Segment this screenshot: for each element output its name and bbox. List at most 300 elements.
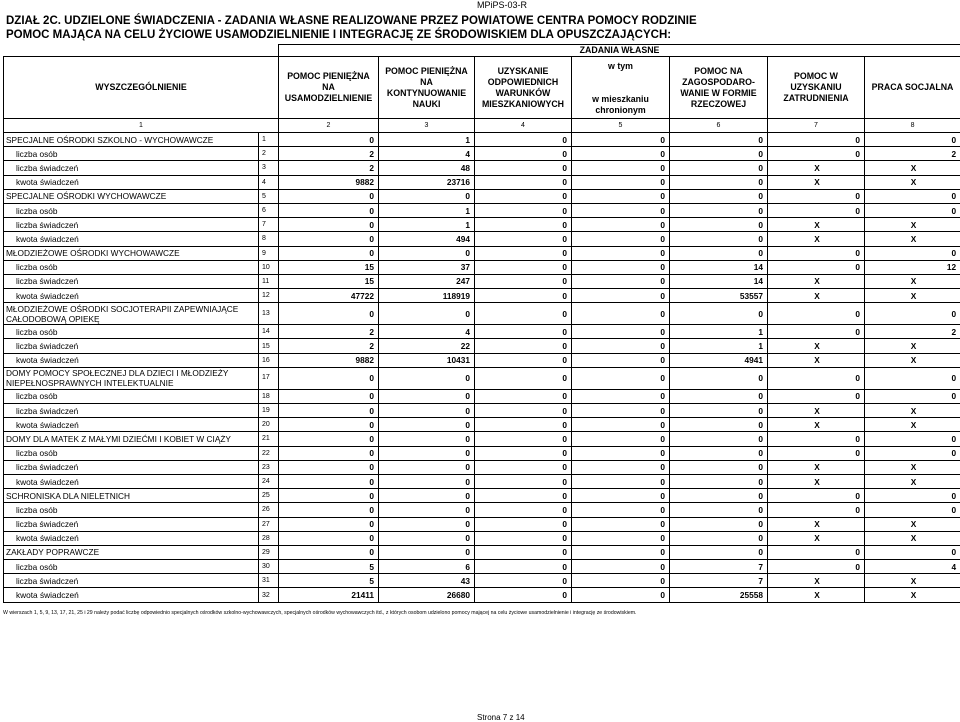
table-row bbox=[4, 175, 960, 189]
value-cell: 0 bbox=[865, 503, 960, 517]
value-cell: 0 bbox=[572, 460, 670, 474]
value-cell: X bbox=[768, 218, 865, 232]
row-number: 1 bbox=[259, 133, 279, 147]
value-cell: X bbox=[768, 289, 865, 303]
value-cell: 0 bbox=[572, 189, 670, 203]
value-cell: 0 bbox=[865, 203, 960, 217]
value-cell: 0 bbox=[379, 303, 475, 325]
table-row bbox=[4, 474, 960, 488]
table-row bbox=[4, 404, 960, 418]
facility-label: DOMY POMOCY SPOŁECZNEJ DLA DZIECI I MŁODZIEŻY NIEPEŁNOSPRAWNYCH INTELEKTUALNIE bbox=[4, 367, 259, 389]
value-cell: 0 bbox=[279, 432, 379, 446]
table-row bbox=[4, 161, 960, 175]
column-number: 7 bbox=[768, 119, 865, 133]
value-cell: 0 bbox=[670, 474, 768, 488]
row-label: liczba świadczeń bbox=[4, 274, 259, 288]
value-cell: 0 bbox=[572, 133, 670, 147]
row-label: liczba świadczeń bbox=[4, 574, 259, 588]
value-cell: 0 bbox=[865, 303, 960, 325]
value-cell: 0 bbox=[475, 367, 572, 389]
facility-label: ZAKŁADY POPRAWCZE bbox=[4, 545, 259, 559]
value-cell: 7 bbox=[670, 574, 768, 588]
value-cell: 0 bbox=[475, 517, 572, 531]
value-cell: 4 bbox=[865, 560, 960, 574]
value-cell: 37 bbox=[379, 260, 475, 274]
row-label: kwota świadczeń bbox=[4, 418, 259, 432]
value-cell: X bbox=[865, 289, 960, 303]
section-subtitle: POMOC MAJĄCA NA CELU ŻYCIOWE USAMODZIELNIENIE I INTEGRACJĘ ZE ŚRODOWISKIEM DLA OPUSZCZAJĄCYCH: bbox=[6, 29, 672, 41]
value-cell: X bbox=[865, 274, 960, 288]
value-cell: 0 bbox=[572, 389, 670, 403]
table-row bbox=[4, 531, 960, 545]
table-row bbox=[4, 325, 960, 339]
table-row bbox=[4, 147, 960, 161]
table-row bbox=[4, 339, 960, 353]
value-cell: 0 bbox=[279, 517, 379, 531]
value-cell: 0 bbox=[572, 232, 670, 246]
value-cell: 0 bbox=[670, 517, 768, 531]
facility-label: MŁODZIEŻOWE OŚRODKI SOCJOTERAPII ZAPEWNIAJĄCE CAŁODOBOWĄ OPIEKĘ bbox=[4, 303, 259, 325]
value-cell: 0 bbox=[475, 260, 572, 274]
column-number: 3 bbox=[379, 119, 475, 133]
row-number: 20 bbox=[259, 418, 279, 432]
value-cell: 0 bbox=[670, 404, 768, 418]
value-cell: 5 bbox=[279, 574, 379, 588]
row-number: 3 bbox=[259, 161, 279, 175]
value-cell: 0 bbox=[379, 460, 475, 474]
col-pomoc-usamodzielnienie: POMOC PIENIĘŻNA NA USAMODZIELNIENIE bbox=[279, 57, 379, 119]
value-cell: X bbox=[768, 574, 865, 588]
facility-label: SPECJALNE OŚRODKI WYCHOWAWCZE bbox=[4, 189, 259, 203]
value-cell: X bbox=[768, 404, 865, 418]
table-row bbox=[4, 460, 960, 474]
value-cell: 1 bbox=[670, 325, 768, 339]
row-label: liczba świadczeń bbox=[4, 404, 259, 418]
value-cell: 15 bbox=[279, 274, 379, 288]
row-number: 10 bbox=[259, 260, 279, 274]
value-cell: 0 bbox=[279, 474, 379, 488]
row-label: liczba osób bbox=[4, 503, 259, 517]
value-cell: X bbox=[865, 460, 960, 474]
value-cell: 0 bbox=[572, 418, 670, 432]
row-label: liczba osób bbox=[4, 325, 259, 339]
value-cell: 0 bbox=[572, 489, 670, 503]
value-cell: 0 bbox=[670, 418, 768, 432]
row-number: 6 bbox=[259, 203, 279, 217]
table-row bbox=[4, 432, 960, 446]
row-label: kwota świadczeń bbox=[4, 175, 259, 189]
value-cell: 0 bbox=[475, 232, 572, 246]
row-number: 15 bbox=[259, 339, 279, 353]
value-cell: 0 bbox=[379, 246, 475, 260]
value-cell: 0 bbox=[475, 588, 572, 602]
value-cell: X bbox=[768, 175, 865, 189]
value-cell: 0 bbox=[475, 339, 572, 353]
value-cell: 0 bbox=[572, 446, 670, 460]
row-number: 11 bbox=[259, 274, 279, 288]
value-cell: 0 bbox=[768, 367, 865, 389]
value-cell: X bbox=[865, 574, 960, 588]
row-number: 14 bbox=[259, 325, 279, 339]
value-cell: 7 bbox=[670, 560, 768, 574]
value-cell: 0 bbox=[768, 325, 865, 339]
value-cell: 48 bbox=[379, 161, 475, 175]
value-cell: 0 bbox=[865, 189, 960, 203]
value-cell: 0 bbox=[768, 560, 865, 574]
value-cell: 0 bbox=[379, 418, 475, 432]
row-label: liczba świadczeń bbox=[4, 339, 259, 353]
value-cell: 0 bbox=[379, 404, 475, 418]
value-cell: 0 bbox=[379, 503, 475, 517]
value-cell: 0 bbox=[768, 189, 865, 203]
row-number: 26 bbox=[259, 503, 279, 517]
value-cell: 0 bbox=[670, 175, 768, 189]
row-number: 31 bbox=[259, 574, 279, 588]
value-cell: 0 bbox=[475, 432, 572, 446]
value-cell: 0 bbox=[279, 545, 379, 559]
value-cell: 0 bbox=[768, 489, 865, 503]
value-cell: 0 bbox=[379, 367, 475, 389]
col-w-tym: w tym bbox=[608, 61, 633, 71]
row-number: 21 bbox=[259, 432, 279, 446]
value-cell: X bbox=[768, 517, 865, 531]
value-cell: 0 bbox=[279, 246, 379, 260]
value-cell: X bbox=[865, 175, 960, 189]
value-cell: 0 bbox=[475, 246, 572, 260]
value-cell: 0 bbox=[768, 389, 865, 403]
value-cell: 1 bbox=[670, 339, 768, 353]
value-cell: X bbox=[865, 218, 960, 232]
value-cell: 0 bbox=[379, 474, 475, 488]
value-cell: 0 bbox=[670, 246, 768, 260]
row-number: 16 bbox=[259, 353, 279, 367]
value-cell: 21411 bbox=[279, 588, 379, 602]
value-cell: 0 bbox=[768, 446, 865, 460]
value-cell: 0 bbox=[279, 460, 379, 474]
value-cell: 0 bbox=[475, 161, 572, 175]
footnote: W wierszach 1, 5, 9, 13, 17, 21, 25 i 29 należy podać liczbę odpowiednio specjalnych ośrodków szkolno-wychowawczych, specjalnych ośrodków wychowawczych itd., z których osobom udzielono pomocy mającej na celu życiowe usamodzielnienie i integrację ze środowiskiem. bbox=[3, 610, 637, 616]
value-cell: 0 bbox=[572, 474, 670, 488]
value-cell: 0 bbox=[768, 203, 865, 217]
value-cell: 0 bbox=[670, 303, 768, 325]
value-cell: 0 bbox=[670, 147, 768, 161]
value-cell: 0 bbox=[279, 367, 379, 389]
column-number: 6 bbox=[670, 119, 768, 133]
table-row bbox=[4, 418, 960, 432]
value-cell: 4 bbox=[379, 325, 475, 339]
table-row bbox=[4, 367, 960, 389]
value-cell: 0 bbox=[475, 218, 572, 232]
value-cell: X bbox=[865, 232, 960, 246]
table-row bbox=[4, 489, 960, 503]
table-row bbox=[4, 588, 960, 602]
value-cell: 0 bbox=[865, 133, 960, 147]
row-number: 30 bbox=[259, 560, 279, 574]
row-label: kwota świadczeń bbox=[4, 289, 259, 303]
value-cell: 5 bbox=[279, 560, 379, 574]
value-cell: 0 bbox=[768, 246, 865, 260]
value-cell: 0 bbox=[379, 517, 475, 531]
value-cell: 0 bbox=[572, 503, 670, 517]
value-cell: 0 bbox=[475, 560, 572, 574]
column-number: 1 bbox=[4, 119, 279, 133]
value-cell: 0 bbox=[475, 147, 572, 161]
value-cell: 0 bbox=[670, 503, 768, 517]
row-label: liczba osób bbox=[4, 260, 259, 274]
value-cell: 12 bbox=[865, 260, 960, 274]
value-cell: 0 bbox=[670, 531, 768, 545]
value-cell: 1 bbox=[379, 218, 475, 232]
value-cell: X bbox=[768, 339, 865, 353]
table-row bbox=[4, 274, 960, 288]
value-cell: 0 bbox=[279, 133, 379, 147]
row-number: 22 bbox=[259, 446, 279, 460]
value-cell: 4941 bbox=[670, 353, 768, 367]
value-cell: 0 bbox=[670, 367, 768, 389]
table-row bbox=[4, 574, 960, 588]
value-cell: 0 bbox=[379, 446, 475, 460]
value-cell: 14 bbox=[670, 260, 768, 274]
col-zagospodarowanie: POMOC NA ZAGOSPODARO-WANIE W FORMIE RZECZOWEJ bbox=[670, 57, 768, 119]
value-cell: 0 bbox=[475, 189, 572, 203]
value-cell: 0 bbox=[379, 489, 475, 503]
value-cell: 0 bbox=[670, 545, 768, 559]
value-cell: 0 bbox=[572, 588, 670, 602]
value-cell: 0 bbox=[475, 353, 572, 367]
value-cell: 0 bbox=[475, 325, 572, 339]
value-cell: 9882 bbox=[279, 175, 379, 189]
value-cell: 0 bbox=[279, 531, 379, 545]
value-cell: 0 bbox=[379, 389, 475, 403]
value-cell: 0 bbox=[768, 303, 865, 325]
value-cell: 0 bbox=[279, 303, 379, 325]
value-cell: 0 bbox=[670, 432, 768, 446]
value-cell: 0 bbox=[279, 404, 379, 418]
value-cell: 0 bbox=[865, 446, 960, 460]
value-cell: 2 bbox=[865, 325, 960, 339]
row-number: 32 bbox=[259, 588, 279, 602]
value-cell: 0 bbox=[670, 389, 768, 403]
row-number: 13 bbox=[259, 303, 279, 325]
value-cell: 0 bbox=[475, 303, 572, 325]
facility-label: MŁODZIEŻOWE OŚRODKI WYCHOWAWCZE bbox=[4, 246, 259, 260]
value-cell: X bbox=[768, 232, 865, 246]
value-cell: 0 bbox=[572, 147, 670, 161]
row-number: 19 bbox=[259, 404, 279, 418]
row-label: liczba świadczeń bbox=[4, 460, 259, 474]
value-cell: 0 bbox=[768, 503, 865, 517]
value-cell: 0 bbox=[572, 367, 670, 389]
table-row bbox=[4, 560, 960, 574]
facility-label: DOMY DLA MATEK Z MAŁYMI DZIEĆMI I KOBIET W CIĄŻY bbox=[4, 432, 259, 446]
value-cell: 0 bbox=[572, 260, 670, 274]
value-cell: X bbox=[768, 353, 865, 367]
value-cell: 0 bbox=[475, 175, 572, 189]
row-label: liczba osób bbox=[4, 203, 259, 217]
value-cell: 0 bbox=[572, 545, 670, 559]
value-cell: 0 bbox=[475, 474, 572, 488]
row-number: 24 bbox=[259, 474, 279, 488]
value-cell: 0 bbox=[865, 389, 960, 403]
value-cell: 0 bbox=[768, 133, 865, 147]
value-cell: X bbox=[865, 404, 960, 418]
value-cell: 47722 bbox=[279, 289, 379, 303]
value-cell: 2 bbox=[279, 339, 379, 353]
table-row bbox=[4, 246, 960, 260]
table-row bbox=[4, 545, 960, 559]
value-cell: X bbox=[768, 418, 865, 432]
table-row bbox=[4, 203, 960, 217]
row-label: kwota świadczeń bbox=[4, 474, 259, 488]
table-row bbox=[4, 389, 960, 403]
col-warunki-mieszkaniowe: UZYSKANIE ODPOWIEDNICH WARUNKÓW MIESZKANIOWYCH bbox=[475, 57, 572, 119]
value-cell: 0 bbox=[572, 432, 670, 446]
value-cell: 0 bbox=[475, 489, 572, 503]
col-pomoc-nauka: POMOC PIENIĘŻNA NA KONTYNUOWANIE NAUKI bbox=[379, 57, 475, 119]
value-cell: 43 bbox=[379, 574, 475, 588]
value-cell: 0 bbox=[279, 218, 379, 232]
value-cell: 25558 bbox=[670, 588, 768, 602]
row-label: kwota świadczeń bbox=[4, 232, 259, 246]
row-number: 29 bbox=[259, 545, 279, 559]
column-number: 5 bbox=[572, 119, 670, 133]
value-cell: 0 bbox=[865, 432, 960, 446]
row-number: 27 bbox=[259, 517, 279, 531]
value-cell: 0 bbox=[670, 489, 768, 503]
value-cell: X bbox=[768, 161, 865, 175]
row-label: liczba osób bbox=[4, 147, 259, 161]
benefits-table bbox=[3, 44, 960, 603]
table-row bbox=[4, 133, 960, 147]
value-cell: 0 bbox=[865, 246, 960, 260]
value-cell: 53557 bbox=[670, 289, 768, 303]
value-cell: 0 bbox=[670, 189, 768, 203]
row-label: liczba świadczeń bbox=[4, 161, 259, 175]
form-code: MPiPS-03-R bbox=[477, 0, 528, 10]
row-number: 18 bbox=[259, 389, 279, 403]
value-cell: 6 bbox=[379, 560, 475, 574]
value-cell: 0 bbox=[279, 418, 379, 432]
row-number: 7 bbox=[259, 218, 279, 232]
table-row bbox=[4, 189, 960, 203]
table-row bbox=[4, 353, 960, 367]
facility-label: SPECJALNE OŚRODKI SZKOLNO - WYCHOWAWCZE bbox=[4, 133, 259, 147]
value-cell: 0 bbox=[768, 260, 865, 274]
value-cell: 0 bbox=[475, 574, 572, 588]
table-row bbox=[4, 260, 960, 274]
row-number: 17 bbox=[259, 367, 279, 389]
section-title: DZIAŁ 2C. UDZIELONE ŚWIADCZENIA - ZADANIA WŁASNE REALIZOWANE PRZEZ POWIATOWE CENTRA POMOCY RODZINIE bbox=[6, 15, 697, 27]
value-cell: 0 bbox=[572, 289, 670, 303]
value-cell: 118919 bbox=[379, 289, 475, 303]
value-cell: 0 bbox=[572, 218, 670, 232]
value-cell: X bbox=[768, 274, 865, 288]
value-cell: 26680 bbox=[379, 588, 475, 602]
table-row bbox=[4, 503, 960, 517]
row-number: 5 bbox=[259, 189, 279, 203]
value-cell: 0 bbox=[572, 274, 670, 288]
col-w-mieszkaniu: w mieszkaniu chronionym bbox=[592, 94, 649, 115]
zadania-wlasne-header: ZADANIA WŁASNE bbox=[279, 45, 960, 57]
value-cell: 0 bbox=[279, 389, 379, 403]
value-cell: 0 bbox=[279, 203, 379, 217]
table-row bbox=[4, 218, 960, 232]
table-row bbox=[4, 289, 960, 303]
value-cell: 0 bbox=[475, 418, 572, 432]
column-number: 4 bbox=[475, 119, 572, 133]
value-cell: 0 bbox=[279, 503, 379, 517]
value-cell: 0 bbox=[572, 161, 670, 175]
value-cell: 0 bbox=[865, 489, 960, 503]
column-number: 2 bbox=[279, 119, 379, 133]
value-cell: 0 bbox=[475, 389, 572, 403]
row-number: 28 bbox=[259, 531, 279, 545]
value-cell: 0 bbox=[572, 339, 670, 353]
value-cell: X bbox=[865, 339, 960, 353]
value-cell: 2 bbox=[865, 147, 960, 161]
row-label: liczba osób bbox=[4, 446, 259, 460]
value-cell: 0 bbox=[475, 545, 572, 559]
value-cell: 0 bbox=[475, 446, 572, 460]
value-cell: 0 bbox=[572, 325, 670, 339]
value-cell: 0 bbox=[572, 246, 670, 260]
value-cell: 0 bbox=[475, 133, 572, 147]
value-cell: 0 bbox=[670, 161, 768, 175]
row-number: 25 bbox=[259, 489, 279, 503]
row-number: 2 bbox=[259, 147, 279, 161]
value-cell: 0 bbox=[475, 203, 572, 217]
row-label: liczba świadczeń bbox=[4, 517, 259, 531]
value-cell: 0 bbox=[572, 574, 670, 588]
row-label: kwota świadczeń bbox=[4, 353, 259, 367]
value-cell: 0 bbox=[572, 353, 670, 367]
col-zatrudnienie: POMOC W UZYSKANIU ZATRUDNIENIA bbox=[768, 57, 865, 119]
value-cell: 1 bbox=[379, 133, 475, 147]
value-cell: 0 bbox=[279, 232, 379, 246]
row-number: 8 bbox=[259, 232, 279, 246]
value-cell: 0 bbox=[670, 133, 768, 147]
value-cell: 14 bbox=[670, 274, 768, 288]
value-cell: 0 bbox=[670, 446, 768, 460]
value-cell: 2 bbox=[279, 161, 379, 175]
value-cell: 0 bbox=[475, 531, 572, 545]
value-cell: 0 bbox=[379, 545, 475, 559]
value-cell: 0 bbox=[572, 517, 670, 531]
value-cell: 15 bbox=[279, 260, 379, 274]
value-cell: 0 bbox=[768, 432, 865, 446]
value-cell: 0 bbox=[475, 503, 572, 517]
value-cell: X bbox=[865, 531, 960, 545]
col-praca-socjalna: PRACA SOCJALNA bbox=[865, 57, 960, 119]
value-cell: X bbox=[865, 517, 960, 531]
value-cell: 0 bbox=[279, 446, 379, 460]
value-cell: X bbox=[865, 588, 960, 602]
value-cell: 0 bbox=[379, 432, 475, 446]
value-cell: 0 bbox=[572, 175, 670, 189]
value-cell: 0 bbox=[670, 460, 768, 474]
row-label: liczba osób bbox=[4, 389, 259, 403]
value-cell: 0 bbox=[865, 367, 960, 389]
value-cell: X bbox=[865, 418, 960, 432]
value-cell: 9882 bbox=[279, 353, 379, 367]
value-cell: 0 bbox=[279, 189, 379, 203]
table-row bbox=[4, 517, 960, 531]
value-cell: X bbox=[768, 531, 865, 545]
value-cell: 1 bbox=[379, 203, 475, 217]
value-cell: 4 bbox=[379, 147, 475, 161]
value-cell: X bbox=[865, 161, 960, 175]
value-cell: 0 bbox=[475, 274, 572, 288]
